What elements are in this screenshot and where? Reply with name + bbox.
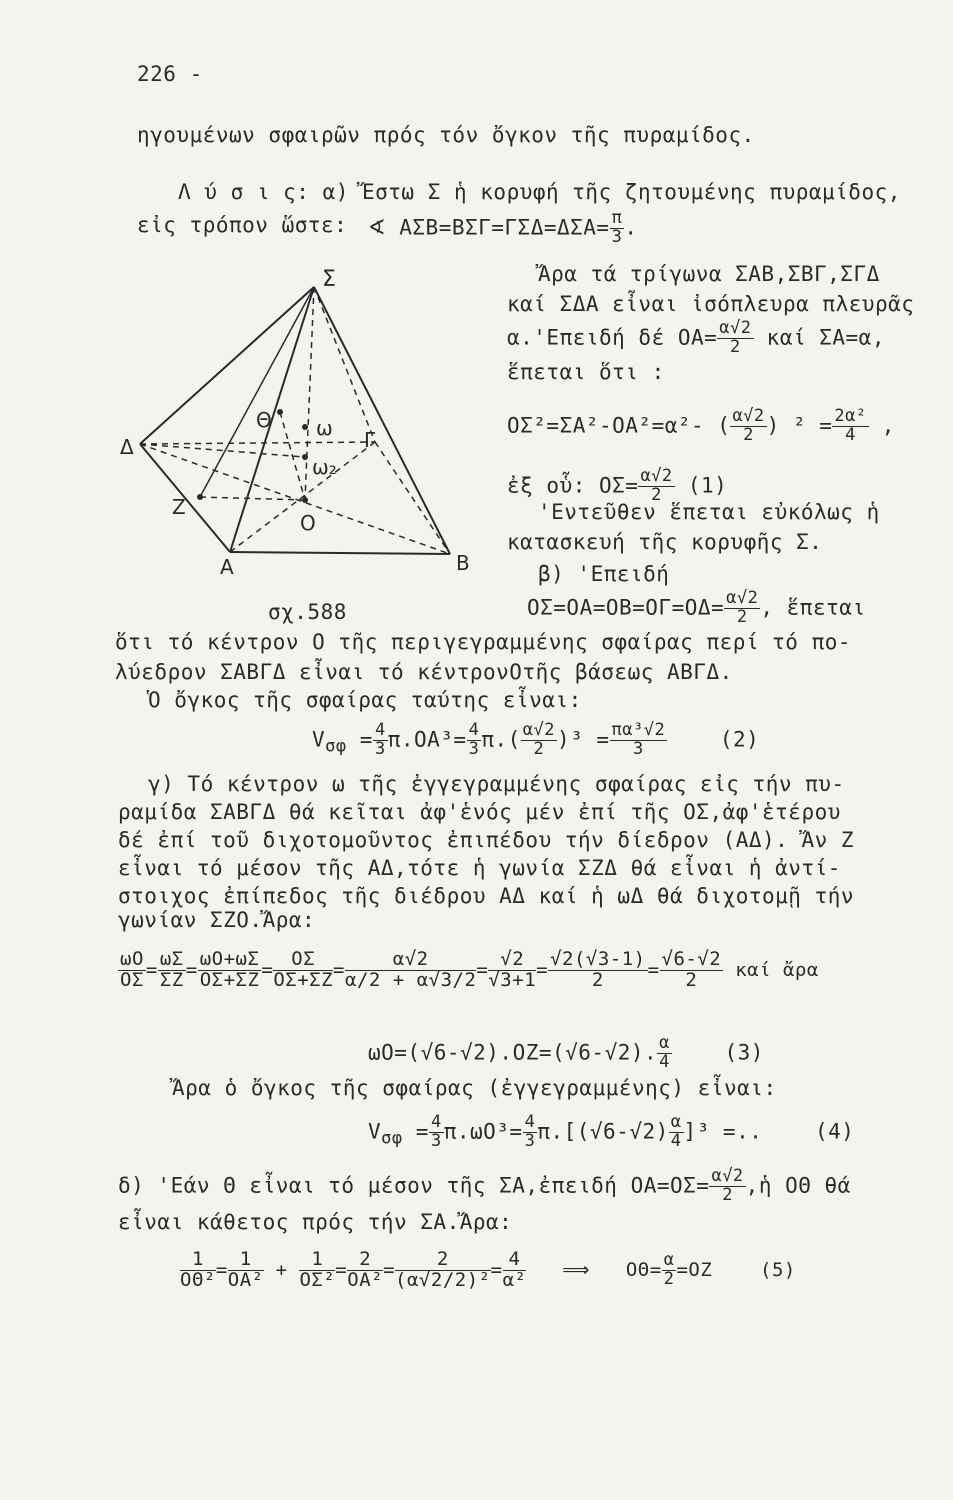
text-line: Ἄρα ὁ ὄγκος τῆς σφαίρας (ἐγγεγραμμένης) εἶναι: [172,1076,777,1100]
label-delta: Δ [120,435,134,459]
equation-os-oa: ΟΣ=ΟΑ=ΟΒ=ΟΓ=ΟΔ= $\frac{\alpha√2}{2}$ , ἕπεται [527,588,866,627]
pyramid-figure [120,262,490,582]
page-number: 226 - [137,62,203,86]
text-line: στοιχος ἐπίπεδος τῆς διέδρου ΑΔ καί ἡ ωΔ θά διχοτομῇ τήν [118,884,855,908]
text-line: ἕπεται ὅτι : [507,360,665,384]
text-line: Ὁ ὄγκος τῆς σφαίρας ταύτης εἶναι: [148,688,582,712]
label-a: Α [220,555,234,579]
equation-oa: α.'Επειδή δέ ΟΑ= $\frac{\alpha√2}{2}$ καί ΣΑ=α, [507,318,885,357]
text-line: ηγουμένων σφαιρῶν πρός τόν ὄγκον τῆς πυραμίδος. [137,123,755,147]
text-line: λύεδρον ΣΑΒΓΔ εἶναι τό κέντρονΟτῆς βάσεως ΑΒΓΔ. [115,660,733,684]
text-line: κατασκευή τῆς κορυφῆς Σ. [507,530,823,554]
label-theta: Θ [256,408,272,432]
text-line: εἶναι τό μέσον τῆς ΑΔ,τότε ἡ γωνία ΣΖΔ θά εἶναι ἡ ἀντί- [118,856,841,880]
angle-equation: ∢ ΑΣΒ=ΒΣΓ=ΓΣΔ=ΔΣΑ= $\frac{\pi}{3}$ . [368,208,638,247]
label-sigma: Σ [322,267,336,292]
text-line-delta: δ) 'Εάν Θ εἶναι τό μέσον τῆς ΣΑ,ἐπειδή ΟΑ=ΟΣ= $\frac{\alpha√2}{2}$ ,ἡ ΟΘ θά [118,1166,851,1205]
text-line: ραμίδα ΣΑΒΓΔ θά κεῖται ἀφ'ἑνός μέν ἐπί τῆς ΟΣ,ἀφ'ἑτέρου [118,800,841,824]
label-b: Β [456,551,470,575]
equation-2: $V_{\sigma\varphi}$ = $\frac{4}{3}$ π.ΟΑ³= $\frac{4}{3}$ π.( $\frac{\alpha√2}{2}$ )³ = $\frac{\text{πα³√2}}{3}$ (2) [312,720,760,759]
equation-os-squared: ΟΣ²=ΣΑ²-ΟΑ²=α²- ( $\frac{\alpha√2}{2}$ ) ² = $\frac{\text{2α²}}{4}$ , [507,406,895,445]
text-line: δέ ἐπί τοῦ διχοτομοῦντος ἐπιπέδου τήν δίεδρον (ΑΔ). Ἄν Ζ [118,828,855,852]
text-line: 'Εντεῦθεν ἕπεται εὐκόλως ἡ [538,500,880,524]
equation-1: ἐξ οὗ: ΟΣ= $\frac{\alpha√2}{2}$ (1) [507,466,728,505]
text-line: γ) Τό κέντρον ω τῆς ἐγγεγραμμένης σφαίρας εἰς τήν πυ- [148,772,845,796]
label-omega: ω [316,416,333,440]
text-line: β) 'Επειδή [538,562,670,586]
text-line: εἰς τρόπον ὥστε: [137,213,348,237]
label-o: Ο [300,511,316,535]
text-line: εἶναι κάθετος πρός τήν ΣΑ.Ἄρα: [118,1210,513,1234]
equation-5: $\frac{1}{\text{ΟΘ²}}$ = $\frac{1}{\text{ΟΑ²}}$ + $\frac{1}{\text{ΟΣ²}}$ = $\frac{2}{\text{ΟΑ²}}$ = $\frac{2}{\text{(α√2/2)²}}$ = $\frac{4}{\text{α²}}$ ⟹ ΟΘ= $\frac{\alpha}{2}$ =ΟΖ (5) [180,1248,796,1291]
text-line: καί ΣΔΑ εἶναι ἰσόπλευρα πλευρᾶς [507,292,915,316]
equation-omega-chain: $\frac{\omega O}{O\Sigma}$ = $\frac{\omega\Sigma}{\Sigma Z}$ = $\frac{\omega O+\omega\Sigma}{O\Sigma+\Sigma Z}$ = $\frac{O\Sigma}{O\Sigma+\Sigma Z}$ = $\frac{\alpha√2}{\alpha/2 + \alpha√3/2}$ = $\frac{√2}{√3+1}$ = $\frac{√2(√3-1)}{2}$ = $\frac{√6-√2}{2}$ καί ἄρα [120,948,819,991]
text-line: Λ ύ σ ι ς: α) Ἔστω Σ ἡ κορυφή τῆς ζητουμένης πυραμίδος, [178,180,901,204]
angle-icon: ∢ [368,215,387,240]
text-line: γωνίαν ΣΖΟ.Ἄρα: [118,908,316,932]
label-zeta: Ζ [172,495,186,519]
text-line: Ἄρα τά τρίγωνα ΣΑΒ,ΣΒΓ,ΣΓΔ [538,262,880,286]
text-line: ὅτι τό κέντρον Ο τῆς περιγεγραμμένης σφαίρας περί τό πο- [115,630,852,654]
equation-4: $V_{\sigma\varphi}$ = $\frac{4}{3}$ π.ωΟ³= $\frac{4}{3}$ π.[(√6-√2) $\frac{\alpha}{4}$ ]³ =.. (4) [368,1112,855,1151]
label-gamma: Γ [364,428,376,452]
figure-caption: σχ.588 [268,600,347,624]
label-omega2: ω₂ [312,455,337,479]
equation-3: ωΟ=(√6-√2).ΟΖ=(√6-√2). $\frac{\alpha}{4}$ (3) [368,1033,764,1072]
